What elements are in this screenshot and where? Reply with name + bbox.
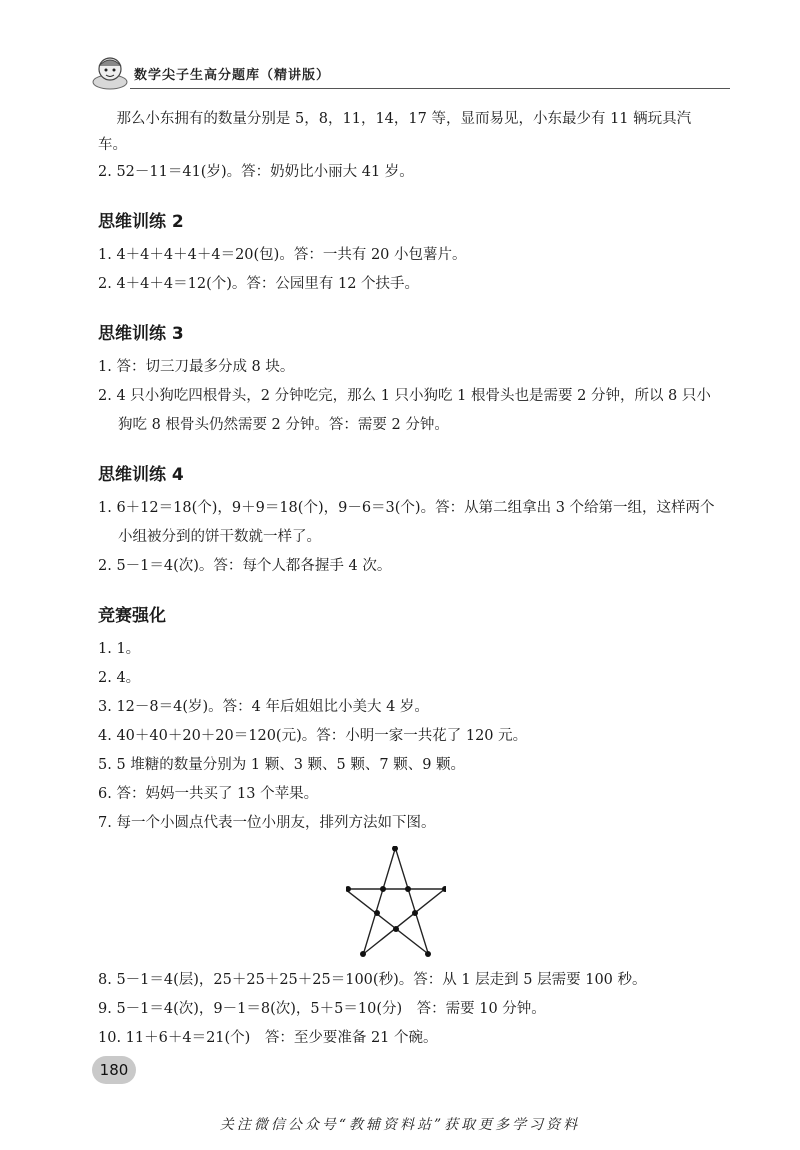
answer-item: 2. 4 只小狗吃四根骨头，2 分钟吃完，那么 1 只小狗吃 1 根骨头也是需要 2 分钟，所以 8 只小狗吃 8 根骨头仍然需要 2 分钟。答：需要 2 分钟。: [98, 388, 711, 433]
page-header: [90, 52, 730, 92]
answer-item: 10. 11＋6＋4＝21(个) 答：至少要准备 21 个碗。: [98, 1030, 438, 1046]
section-title: 竞赛强化: [98, 606, 166, 626]
answer-item: 2. 4＋4＋4＝12(个)。答：公园里有 12 个扶手。: [98, 276, 420, 292]
answer-item: 1. 1。: [98, 641, 141, 657]
section-title: 思维训练 4: [98, 465, 184, 485]
answer-item: 1. 答：切三刀最多分成 8 块。: [98, 359, 295, 375]
answer-item: 7. 每一个小圆点代表一位小朋友，排列方法如下图。: [98, 815, 436, 831]
cartoon-mascot-logo: [90, 52, 130, 92]
answer-item: 9. 5－1＝4(次)，9－1＝8(次)，5＋5＝10(分) 答：需要 10 分钟。: [98, 1001, 546, 1017]
answer-item: 8. 5－1＝4(层)，25＋25＋25＋25＝100(秒)。答：从 1 层走到 5 层需要 100 秒。: [98, 972, 647, 988]
book-title: 数学尖子生高分题库（精讲版）: [134, 68, 331, 83]
section-title: 思维训练 3: [98, 324, 184, 344]
answer-item: 2. 5－1＝4(次)。答：每个人都各握手 4 次。: [98, 558, 392, 574]
section-title: 思维训练 2: [98, 212, 184, 232]
header-rule: [130, 88, 730, 89]
answer-item: 5. 5 堆糖的数量分别为 1 颗、3 颗、5 颗、7 颗、9 颗。: [98, 757, 466, 773]
answer-content: [98, 106, 718, 1053]
star-arrangement-figure: [346, 846, 446, 958]
answer-item: 2. 4。: [98, 670, 141, 686]
page-number: 180: [92, 1056, 136, 1084]
answer-item: 1. 4＋4＋4＋4＋4＝20(包)。答：一共有 20 小包薯片。: [98, 247, 467, 263]
answer-item: 2. 52－11＝41(岁)。答：奶奶比小丽大 41 岁。: [98, 164, 414, 180]
answer-item: 6. 答：妈妈一共买了 13 个苹果。: [98, 786, 319, 802]
footer-promo-text: 关注微信公众号“教辅资料站”获取更多学习资料: [219, 1117, 581, 1133]
answer-item: 3. 12－8＝4(岁)。答：4 年后姐姐比小美大 4 岁。: [98, 699, 429, 715]
star-lines: [346, 848, 445, 954]
answer-item: 1. 6＋12＝18(个)，9＋9＝18(个)，9－6＝3(个)。答：从第二组拿出 3 个给第一组，这样两个小组被分到的饼干数就一样了。: [98, 500, 715, 545]
continued-paragraph: 那么小东拥有的数量分别是 5，8，11，14，17 等，显而易见，小东最少有 11 辆玩具汽车。: [98, 111, 692, 153]
answer-item: 4. 40＋40＋20＋20＝120(元)。答：小明一家一共花了 120 元。: [98, 728, 528, 744]
